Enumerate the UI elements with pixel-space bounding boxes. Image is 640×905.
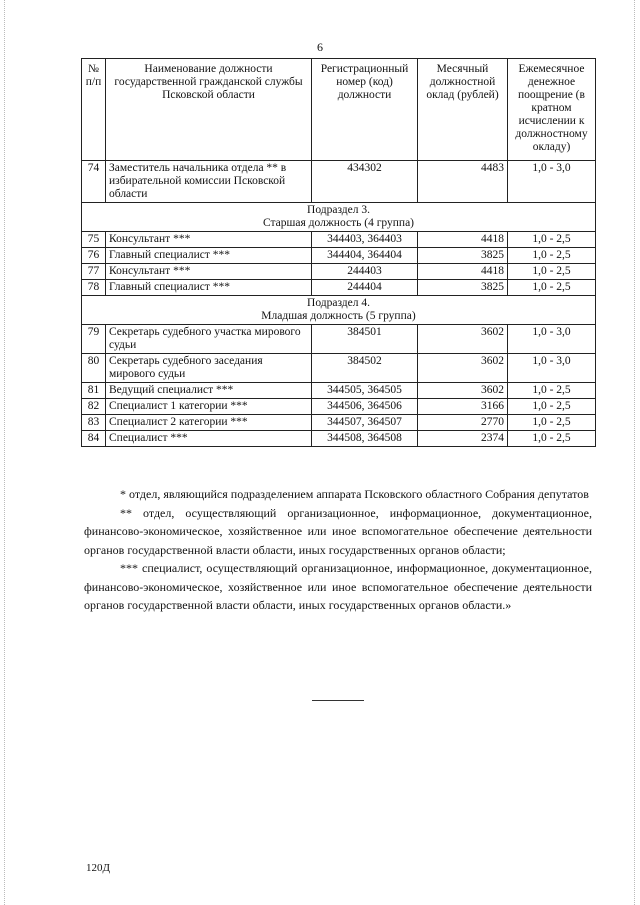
header-monthly-salary: Месячный должностной оклад (рублей) <box>418 59 508 161</box>
footnotes <box>84 485 592 615</box>
table-row <box>82 248 596 264</box>
footnote-double-star: ** отдел, осуществляющий организационное, информационное, документационное, финансово-экономическое, хозяйственное или иное вспомогательное обеспечение деятельности органов государственной власти области, иных государственных органов области; <box>84 505 592 557</box>
row-ratio: 1,0 - 2,5 <box>508 383 596 399</box>
row-position-name: Заместитель начальника отдела ** в избирательной комиссии Псковской области <box>106 161 312 203</box>
row-salary: 4418 <box>418 232 508 248</box>
table-row <box>82 415 596 431</box>
row-salary: 2374 <box>418 431 508 447</box>
row-code: 344403, 364403 <box>312 232 418 248</box>
row-position-name: Главный специалист *** <box>106 248 312 264</box>
section-subtitle: Старшая должность (4 группа) <box>263 217 414 229</box>
row-code: 344508, 364508 <box>312 431 418 447</box>
row-position-name: Специалист 1 категории *** <box>106 399 312 415</box>
row-number: 82 <box>82 399 106 415</box>
row-number: 81 <box>82 383 106 399</box>
header-position-name: Наименование должности государственной гражданской службы Псковской области <box>106 59 312 161</box>
row-salary: 3825 <box>418 248 508 264</box>
positions-table <box>81 58 596 447</box>
section-row <box>82 296 596 325</box>
row-code: 344404, 364404 <box>312 248 418 264</box>
separator-line <box>312 700 364 701</box>
section-row <box>82 203 596 232</box>
row-position-name: Ведущий специалист *** <box>106 383 312 399</box>
row-number: 74 <box>82 161 106 203</box>
header-registration-code: Регистрационный номер (код) должности <box>312 59 418 161</box>
row-ratio: 1,0 - 3,0 <box>508 354 596 383</box>
table-row <box>82 232 596 248</box>
section-title: Подраздел 4. <box>307 297 370 309</box>
row-salary: 3166 <box>418 399 508 415</box>
row-code: 344506, 364506 <box>312 399 418 415</box>
section-heading <box>82 203 596 232</box>
row-number: 77 <box>82 264 106 280</box>
row-salary: 3602 <box>418 383 508 399</box>
row-ratio: 1,0 - 2,5 <box>508 280 596 296</box>
row-code: 244404 <box>312 280 418 296</box>
row-salary: 2770 <box>418 415 508 431</box>
section-title: Подраздел 3. <box>307 204 370 216</box>
row-code: 244403 <box>312 264 418 280</box>
row-code: 434302 <box>312 161 418 203</box>
table-row <box>82 280 596 296</box>
header-monthly-bonus: Ежемесячное денежное поощрение (в кратном исчислении к должностному окладу) <box>508 59 596 161</box>
row-salary: 4418 <box>418 264 508 280</box>
row-code: 344505, 364505 <box>312 383 418 399</box>
table-row <box>82 325 596 354</box>
row-number: 75 <box>82 232 106 248</box>
row-ratio: 1,0 - 2,5 <box>508 415 596 431</box>
row-number: 79 <box>82 325 106 354</box>
row-salary: 3825 <box>418 280 508 296</box>
row-position-name: Консультант *** <box>106 232 312 248</box>
row-number: 84 <box>82 431 106 447</box>
scan-edge-right <box>634 0 636 905</box>
row-position-name: Специалист 2 категории *** <box>106 415 312 431</box>
row-code: 384502 <box>312 354 418 383</box>
row-position-name: Консультант *** <box>106 264 312 280</box>
row-ratio: 1,0 - 2,5 <box>508 232 596 248</box>
row-position-name: Секретарь судебного участка мирового судьи <box>106 325 312 354</box>
row-code: 344507, 364507 <box>312 415 418 431</box>
table-row <box>82 431 596 447</box>
table-header-row <box>82 59 596 161</box>
row-ratio: 1,0 - 2,5 <box>508 431 596 447</box>
row-ratio: 1,0 - 2,5 <box>508 248 596 264</box>
section-subtitle: Младшая должность (5 группа) <box>261 310 416 322</box>
row-number: 80 <box>82 354 106 383</box>
table-row <box>82 264 596 280</box>
row-number: 78 <box>82 280 106 296</box>
row-position-name: Секретарь судебного заседания мирового судьи <box>106 354 312 383</box>
row-number: 83 <box>82 415 106 431</box>
page-number: 6 <box>317 40 323 54</box>
row-position-name: Специалист *** <box>106 431 312 447</box>
row-ratio: 1,0 - 2,5 <box>508 264 596 280</box>
row-salary: 3602 <box>418 325 508 354</box>
scan-edge-left <box>4 0 6 905</box>
table-row <box>82 383 596 399</box>
footnote-single-star: * отдел, являющийся подразделением аппарата Псковского областного Собрания депутатов <box>120 487 589 501</box>
table-row <box>82 399 596 415</box>
row-number: 76 <box>82 248 106 264</box>
table-row <box>82 161 596 203</box>
row-code: 384501 <box>312 325 418 354</box>
row-ratio: 1,0 - 2,5 <box>508 399 596 415</box>
row-salary: 3602 <box>418 354 508 383</box>
footer-code: 120Д <box>86 862 111 874</box>
header-number: № п/п <box>82 59 106 161</box>
row-salary: 4483 <box>418 161 508 203</box>
table-row <box>82 354 596 383</box>
section-heading <box>82 296 596 325</box>
row-ratio: 1,0 - 3,0 <box>508 325 596 354</box>
row-ratio: 1,0 - 3,0 <box>508 161 596 203</box>
footnote-triple-star: *** специалист, осуществляющий организационное, информационное, документационное, финансово-экономическое, хозяйственное или иное вспомогательное обеспечение деятельности органов государственной власти области, иных государственных органов области.» <box>84 561 592 612</box>
row-position-name: Главный специалист *** <box>106 280 312 296</box>
